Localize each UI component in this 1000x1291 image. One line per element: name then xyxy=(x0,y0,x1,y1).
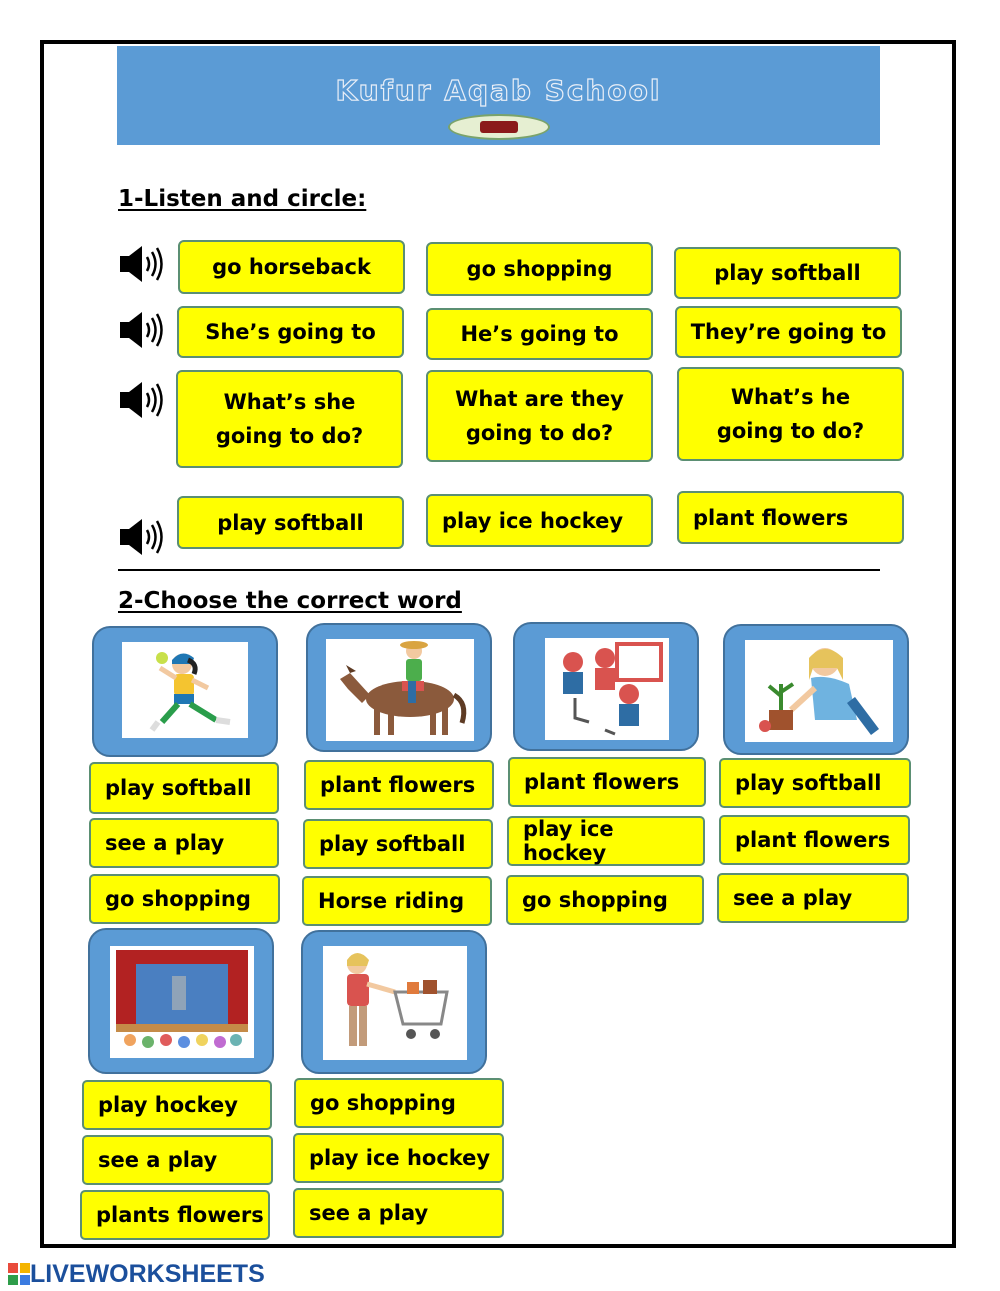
brand-name: LIVEWORKSHEETS xyxy=(30,1259,265,1288)
answer-option[interactable]: go shopping xyxy=(506,875,704,925)
listen-option[interactable]: play ice hockey xyxy=(426,494,653,547)
answer-option[interactable]: see a play xyxy=(293,1188,504,1238)
listen-option[interactable]: She’s going to xyxy=(177,306,404,358)
answer-option[interactable]: plants flowers xyxy=(80,1190,270,1240)
listen-option[interactable]: He’s going to xyxy=(426,308,653,360)
answer-option[interactable]: go shopping xyxy=(89,874,280,924)
answer-option[interactable]: Horse riding xyxy=(302,876,492,926)
listen-option[interactable]: plant flowers xyxy=(677,491,904,544)
answer-option[interactable]: see a play xyxy=(717,873,909,923)
answer-option[interactable]: go shopping xyxy=(294,1078,504,1128)
answer-option[interactable]: plant flowers xyxy=(304,760,494,810)
answer-option[interactable]: play softball xyxy=(303,819,493,869)
answer-option[interactable]: play ice hockey xyxy=(507,816,705,866)
speaker-icon[interactable] xyxy=(118,517,164,557)
picture-card xyxy=(301,930,487,1074)
listen-option[interactable]: They’re going to xyxy=(675,306,902,358)
ice-hockey-picture xyxy=(545,638,669,740)
speaker-icon[interactable] xyxy=(118,244,164,284)
listen-option[interactable]: What are they going to do? xyxy=(426,370,653,462)
school-name: Kufur Aqab School xyxy=(335,74,662,107)
picture-card xyxy=(306,623,492,752)
answer-option[interactable]: play softball xyxy=(719,758,911,808)
planting-flowers-picture xyxy=(745,640,893,742)
picture-card xyxy=(723,624,909,755)
picture-card xyxy=(513,622,699,751)
listen-option[interactable]: go horseback xyxy=(178,240,405,294)
answer-option[interactable]: see a play xyxy=(82,1135,273,1185)
speaker-icon[interactable] xyxy=(118,310,164,350)
listen-option[interactable]: What’s he going to do? xyxy=(677,367,904,461)
liveworksheets-logo xyxy=(8,1259,265,1289)
brand-icon xyxy=(8,1263,30,1285)
answer-option[interactable]: plant flowers xyxy=(508,757,706,807)
listen-option[interactable]: play softball xyxy=(674,247,901,299)
speaker-icon[interactable] xyxy=(118,380,164,420)
shopping-cart-picture xyxy=(323,946,467,1060)
answer-option[interactable]: play hockey xyxy=(82,1080,272,1130)
school-logo xyxy=(448,114,550,140)
theatre-play-picture xyxy=(110,946,254,1058)
softball-picture xyxy=(122,642,248,738)
listen-option[interactable]: play softball xyxy=(177,496,404,549)
listen-option[interactable]: What’s she going to do? xyxy=(176,370,403,468)
picture-card xyxy=(88,928,274,1074)
section2-heading: 2-Choose the correct word xyxy=(118,588,462,614)
answer-option[interactable]: plant flowers xyxy=(719,815,910,865)
section-divider xyxy=(118,569,880,571)
picture-card xyxy=(92,626,278,757)
horse-riding-picture xyxy=(326,639,474,741)
answer-option[interactable]: play softball xyxy=(89,762,279,814)
listen-option[interactable]: go shopping xyxy=(426,242,653,296)
answer-option[interactable]: see a play xyxy=(89,818,279,868)
answer-option[interactable]: play ice hockey xyxy=(293,1133,504,1183)
section1-heading: 1-Listen and circle: xyxy=(118,186,367,212)
